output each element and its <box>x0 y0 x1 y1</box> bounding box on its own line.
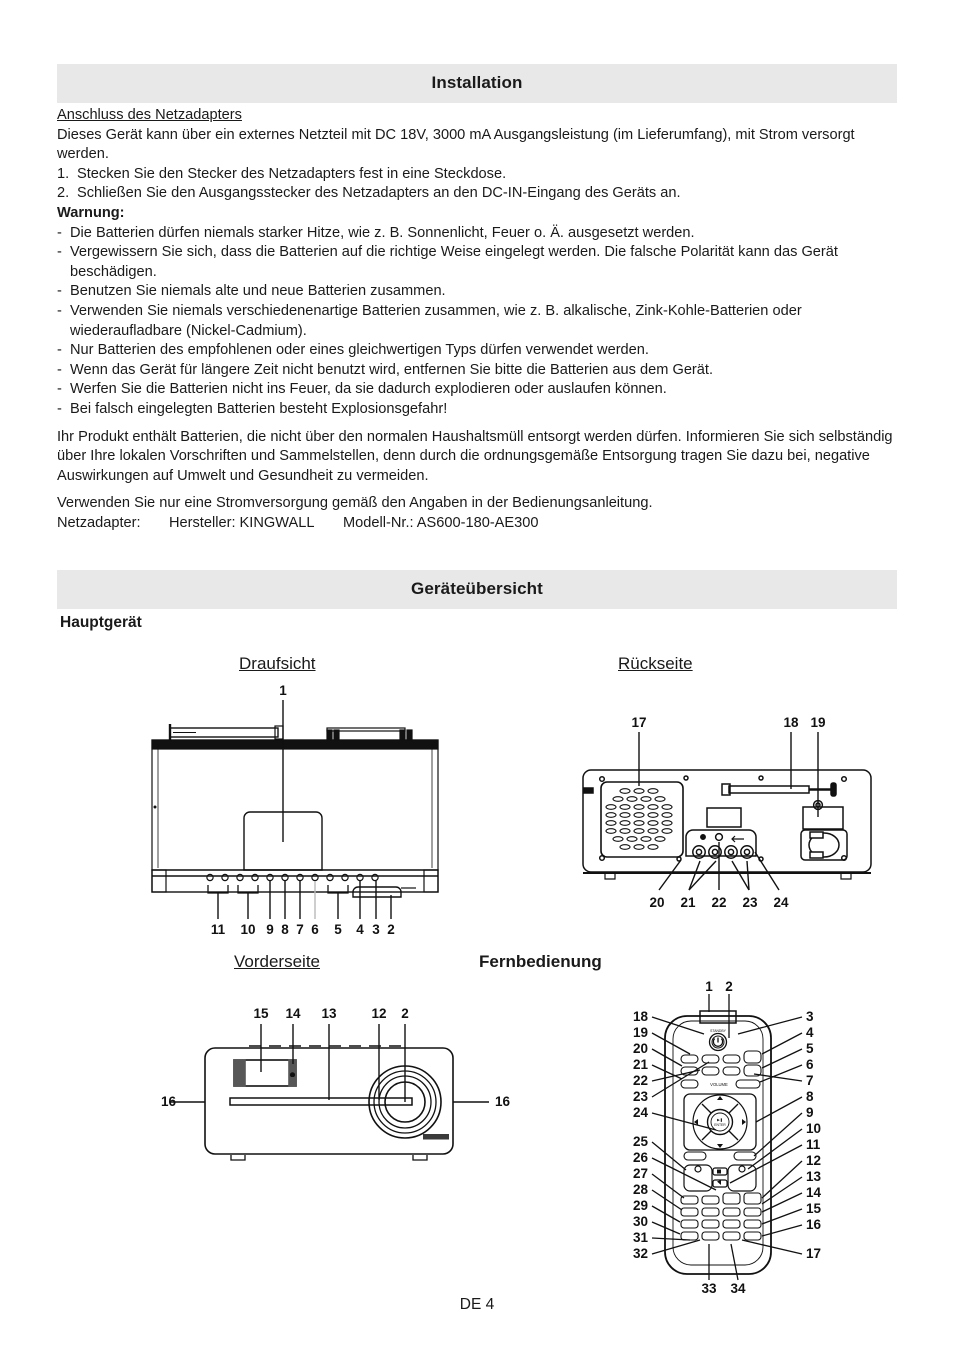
callout-front-16-left: 16 <box>161 1094 177 1109</box>
bullet-dash: - <box>57 342 62 359</box>
diagram-front-view <box>157 998 527 1178</box>
callout-remote-28: 28 <box>632 1182 648 1197</box>
section-header-geraeteuebersicht: Geräteübersicht <box>57 570 897 609</box>
heading-fernbedienung: Fernbedienung <box>479 952 602 971</box>
callout-rear-22: 22 <box>711 895 727 910</box>
callout-top-3: 3 <box>372 922 380 937</box>
callout-remote-12: 12 <box>806 1153 822 1168</box>
callout-top-10: 10 <box>240 922 256 937</box>
callout-remote-25: 25 <box>632 1134 648 1149</box>
warning-text: Die Batterien dürfen niemals starker Hitze, wie z. B. Sonnenlicht, Feuer o. Ä. ausgesetzt werden. <box>70 224 695 241</box>
callout-remote-21: 21 <box>632 1057 648 1072</box>
callout-top-7: 7 <box>296 922 304 937</box>
bullet-dash: - <box>57 302 62 319</box>
diagram-remote-control <box>612 979 842 1302</box>
adapter-manufacturer: Hersteller: KINGWALL <box>169 514 315 531</box>
callout-remote-14: 14 <box>806 1185 822 1200</box>
adapter-row <box>57 514 897 534</box>
callout-remote-33: 33 <box>701 1281 717 1296</box>
callout-remote-31: 31 <box>632 1230 648 1245</box>
callout-remote-29: 29 <box>632 1198 648 1213</box>
callout-top-5: 5 <box>334 922 342 937</box>
callout-top-9: 9 <box>266 922 274 937</box>
callout-rear-23: 23 <box>742 895 758 910</box>
callout-rear-17: 17 <box>631 715 647 730</box>
callout-remote-15: 15 <box>806 1201 822 1216</box>
warning-text: Vergewissern Sie sich, dass die Batterien auf die richtige Weise eingelegt werden. Die falsche Polarität kann das Gerät beschädigen. <box>70 244 838 280</box>
bullet-dash: - <box>57 400 62 417</box>
callout-rear-24: 24 <box>773 895 789 910</box>
warning-item-5 <box>57 341 897 361</box>
callout-remote-30: 30 <box>632 1214 648 1229</box>
section-header-installation: Installation <box>57 64 897 103</box>
callout-remote-20: 20 <box>632 1041 648 1056</box>
label-hauptgeraet: Hauptgerät <box>60 614 142 631</box>
callout-top-2: 2 <box>387 922 395 937</box>
bullet-dash: - <box>57 361 62 378</box>
callout-remote-27: 27 <box>632 1166 648 1181</box>
callout-remote-23: 23 <box>632 1089 648 1104</box>
power-supply-note: Verwenden Sie nur eine Stromversorgung gemäß den Angaben in der Bedienungsanleitung. <box>57 495 653 512</box>
callout-rear-21: 21 <box>680 895 696 910</box>
warning-item-7 <box>57 380 897 400</box>
callout-remote-7: 7 <box>806 1073 814 1088</box>
diagram-top-view <box>142 682 462 942</box>
bullet-dash: - <box>57 224 62 241</box>
step-2-text: Schließen Sie den Ausgangsstecker des Netzadapters an den DC-IN-Eingang des Geräts an. <box>77 185 681 202</box>
diagram-rear-view <box>569 712 889 922</box>
svg-text:ENTER: ENTER <box>714 1123 726 1127</box>
warning-item-3 <box>57 282 897 302</box>
intro-paragraph: Dieses Gerät kann über ein externes Netzteil mit DC 18V, 3000 mA Ausgangsleistung (im Lieferumfang), mit Strom versorgt werden. <box>57 126 855 163</box>
callout-remote-16: 16 <box>806 1217 822 1232</box>
warning-text: Wenn das Gerät für längere Zeit nicht benutzt wird, entfernen Sie bitte die Batterien aus dem Gerät. <box>70 361 714 378</box>
svg-text:STANDBY: STANDBY <box>710 1029 726 1033</box>
manual-page <box>57 0 897 1354</box>
install-step-2 <box>57 184 897 204</box>
callout-rear-20: 20 <box>649 895 665 910</box>
callout-front-13: 13 <box>321 1006 337 1021</box>
callout-remote-8: 8 <box>806 1089 814 1104</box>
svg-text:VOLUME: VOLUME <box>710 1082 728 1087</box>
warning-item-8 <box>57 400 897 420</box>
callout-remote-17: 17 <box>806 1246 822 1261</box>
heading-draufsicht: Draufsicht <box>239 654 316 673</box>
warning-item-1 <box>57 224 897 244</box>
callout-front-14: 14 <box>285 1006 301 1021</box>
warning-text: Werfen Sie die Batterien nicht ins Feuer, da sie dadurch explodieren oder auslaufen können. <box>70 381 667 398</box>
callout-front-15: 15 <box>253 1006 269 1021</box>
warning-label: Warnung: <box>57 204 125 221</box>
callout-remote-11: 11 <box>806 1137 821 1152</box>
page-footer: DE 4 <box>459 1296 495 1313</box>
callout-remote-24: 24 <box>632 1105 648 1120</box>
callout-remote-19: 19 <box>632 1025 648 1040</box>
disposal-paragraph: Ihr Produkt enthält Batterien, die nicht über den normalen Haushaltsmüll entsorgt werden dürfen. Informieren Sie sich selbständig über Ihre lokalen Vorschriften und Sammelstellen, denn durch die ordnungsgemäße Entsorgung tragen Sie dazu bei, negative Auswirkungen auf Umwelt und Gesundheit zu vermeiden. <box>57 428 893 484</box>
callout-rear-18: 18 <box>783 715 799 730</box>
callout-remote-10: 10 <box>806 1121 822 1136</box>
callout-remote-22: 22 <box>632 1073 648 1088</box>
callout-front-12: 12 <box>371 1006 387 1021</box>
callout-top-4: 4 <box>356 922 364 937</box>
callout-remote-26: 26 <box>632 1150 648 1165</box>
bullet-dash: - <box>57 283 62 300</box>
warning-item-6 <box>57 361 897 381</box>
step-2-number: 2. <box>57 185 70 202</box>
warning-text: Verwenden Sie niemals verschiedenenartige Batterien zusammen, wie z. B. alkalische, Zink-Kohle-Batterien oder wiederaufladbare (Nickel-Cadmium). <box>70 302 802 339</box>
adapter-label: Netzadapter: <box>57 514 141 531</box>
callout-remote-1: 1 <box>705 979 713 994</box>
callout-remote-32: 32 <box>632 1246 648 1261</box>
warning-item-4 <box>57 302 897 341</box>
svg-text:▶❚: ▶❚ <box>717 1118 723 1122</box>
callout-rear-19: 19 <box>810 715 826 730</box>
subheading-netzadapter: Anschluss des Netzadapters <box>57 107 242 123</box>
warning-text: Nur Batterien des empfohlenen oder eines gleichwertigen Typs dürfen verwendet werden. <box>70 342 649 359</box>
callout-remote-2: 2 <box>725 979 733 994</box>
install-step-1 <box>57 165 897 185</box>
callout-top-11: 11 <box>210 922 226 937</box>
callout-remote-3: 3 <box>806 1009 814 1024</box>
brand-logo <box>423 1134 449 1140</box>
bullet-dash: - <box>57 381 62 398</box>
warning-text: Benutzen Sie niemals alte und neue Batterien zusammen. <box>70 283 446 300</box>
callout-remote-4: 4 <box>806 1025 814 1040</box>
callout-remote-6: 6 <box>806 1057 814 1072</box>
step-1-number: 1. <box>57 165 70 182</box>
warning-item-2 <box>57 243 897 282</box>
callout-top-8: 8 <box>281 922 289 937</box>
callout-remote-18: 18 <box>632 1009 648 1024</box>
heading-vorderseite: Vorderseite <box>234 952 320 971</box>
callout-top-6: 6 <box>311 922 319 937</box>
callout-remote-13: 13 <box>806 1169 822 1184</box>
callout-remote-34: 34 <box>730 1281 746 1296</box>
callout-top-1: 1 <box>279 683 287 698</box>
heading-rueckseite: Rückseite <box>618 654 693 673</box>
callout-front-16-right: 16 <box>495 1094 511 1109</box>
adapter-model: Modell-Nr.: AS600-180-AE300 <box>343 514 539 531</box>
callout-remote-9: 9 <box>806 1105 814 1120</box>
step-1-text: Stecken Sie den Stecker des Netzadapters fest in eine Steckdose. <box>77 165 507 182</box>
callout-front-2: 2 <box>401 1006 409 1021</box>
bullet-dash: - <box>57 244 62 261</box>
warning-text: Bei falsch eingelegten Batterien besteht Explosionsgefahr! <box>70 400 448 417</box>
callout-remote-5: 5 <box>806 1041 814 1056</box>
